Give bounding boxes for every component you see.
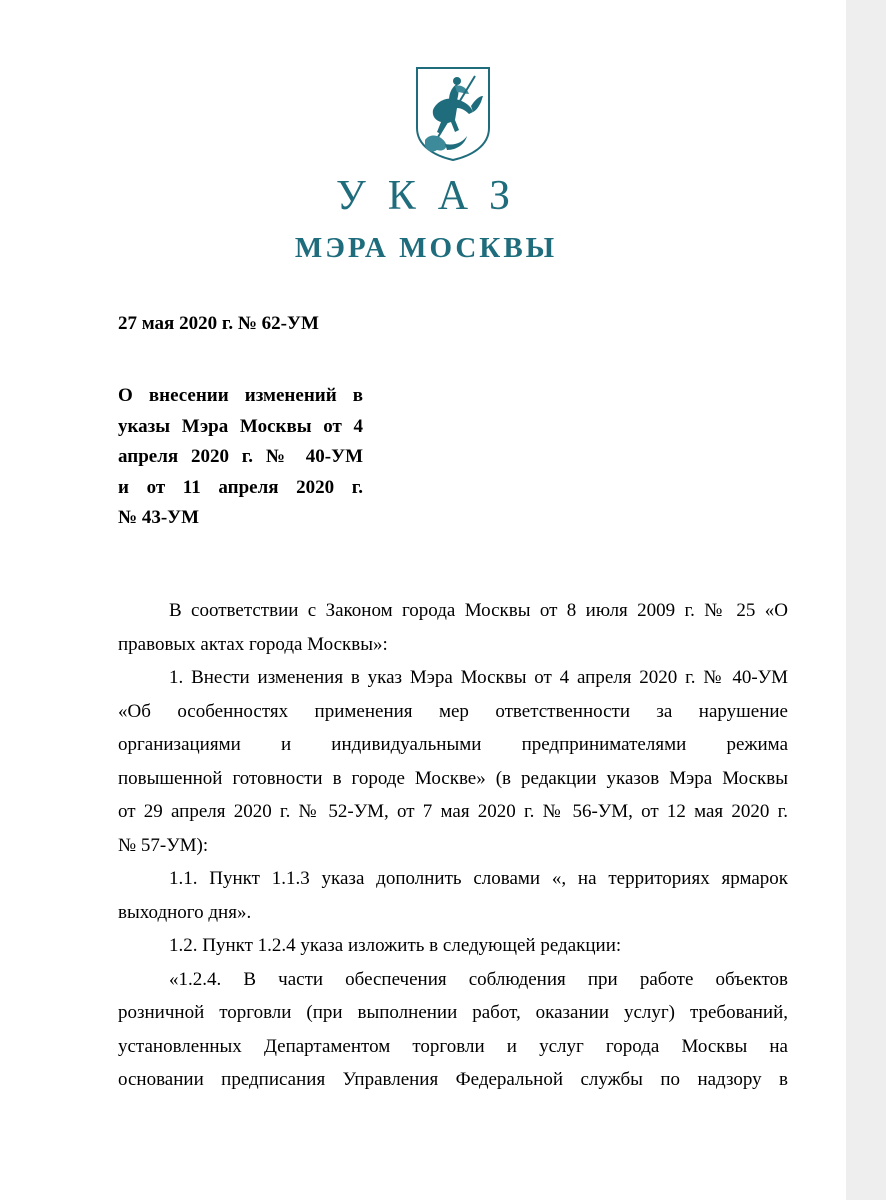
- body-line: от 29 апреля 2020 г. № 52-УМ, от 7 мая 2020 г. № 56-УМ, от 12 мая 2020 г.: [118, 801, 788, 822]
- subject-line: апреля 2020 г. № 40-УМ: [118, 446, 363, 467]
- date-number: 27 мая 2020 г. № 62-УМ: [118, 313, 319, 334]
- body-line: организациями и индивидуальными предпринимателями режима: [118, 734, 788, 755]
- decree-body: [118, 594, 788, 1097]
- body-line: 1.1. Пункт 1.1.3 указа дополнить словами «, на территориях ярмарок: [169, 868, 788, 889]
- body-line: 1. Внести изменения в указ Мэра Москвы от 4 апреля 2020 г. № 40-УМ: [169, 667, 788, 688]
- moscow-coat-of-arms-icon: [415, 66, 491, 162]
- body-line: «Об особенностях применения мер ответственности за нарушение: [118, 700, 788, 722]
- subject-line: указы Мэра Москвы от 4: [118, 415, 363, 437]
- body-line: В соответствии с Законом города Москвы от 8 июля 2009 г. № 25 «О: [169, 600, 788, 621]
- decree-subject: [118, 381, 363, 534]
- body-line: установленных Департаментом торговли и услуг города Москвы на: [118, 1035, 788, 1057]
- body-line: 1.2. Пункт 1.2.4 указа изложить в следующей редакции:: [169, 935, 622, 956]
- body-line: «1.2.4. В части обеспечения соблюдения при работе объектов: [169, 968, 788, 990]
- viewer-gutter: [846, 0, 886, 1200]
- subject-line: и от 11 апреля 2020 г.: [118, 476, 363, 498]
- body-line: розничной торговли (при выполнении работ, оказании услуг) требований,: [118, 1002, 788, 1023]
- subject-line: О внесении изменений в: [118, 385, 363, 406]
- decree-subtitle: МЭРА МОСКВЫ: [294, 232, 558, 264]
- subject-line: № 43-УМ: [118, 507, 200, 528]
- body-line: правовых актах города Москвы»:: [118, 633, 388, 655]
- body-line: № 57-УМ):: [118, 834, 209, 856]
- body-line: выходного дня».: [118, 901, 252, 923]
- decree-title: УКАЗ: [335, 173, 533, 219]
- body-line: основании предписания Управления Федеральной службы по надзору в: [118, 1069, 788, 1090]
- body-line: повышенной готовности в городе Москве» (в редакции указов Мэра Москвы: [118, 767, 788, 789]
